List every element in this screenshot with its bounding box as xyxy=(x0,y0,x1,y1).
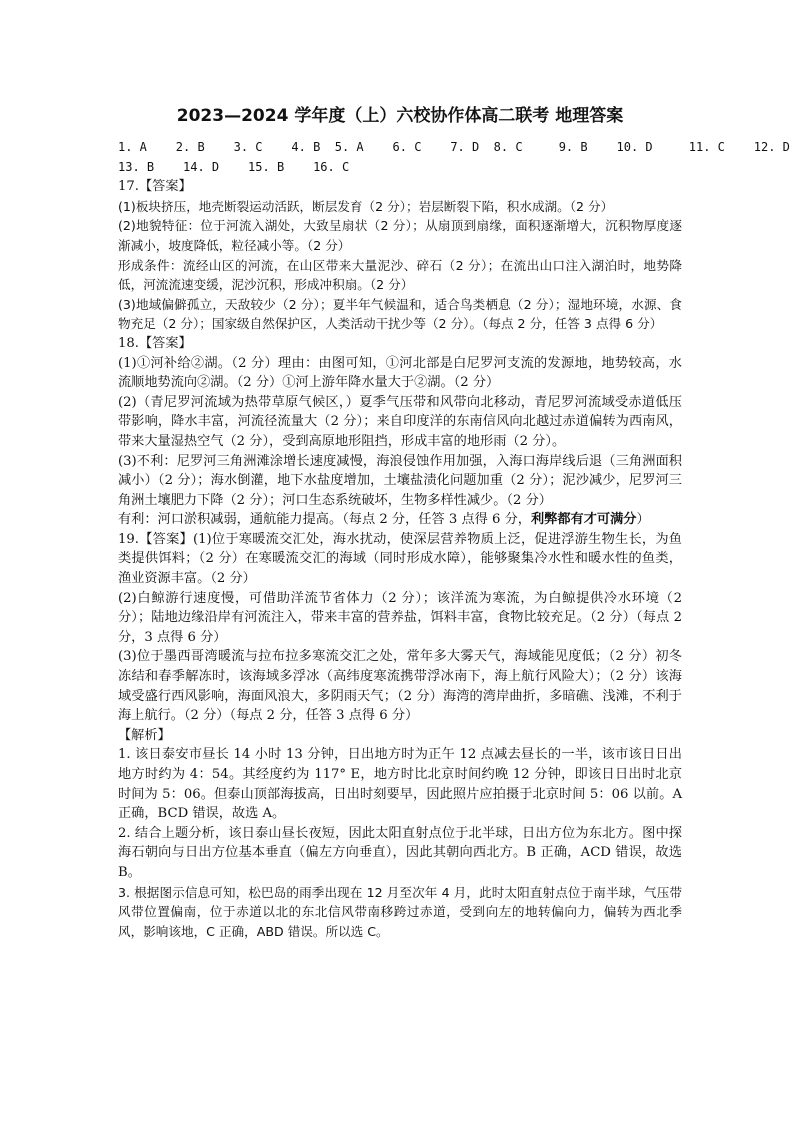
q18-benefit-end: ） xyxy=(636,512,650,528)
mc-answers-line-1: 1. A 2. B 3. C 4. B 5. A 6. C 7. D 8. C 9. B 10. D 11. C 12. D xyxy=(118,140,790,154)
q17-part3: (3)地域偏僻孤立，天敌较少（2 分）；夏半年气候温和，适合鸟类栖息（2 分）；湿地环境，水源、食物充足（2 分）；国家级自然保护区，人类活动干扰少等（2 分）。（每点 2 分，任答 3 点得 6 分） xyxy=(118,296,682,332)
q17-part1: (1)板块挤压，地壳断裂运动活跃，断层发育（2 分）；岩层断裂下陷，积水成湖。（2 分） xyxy=(118,198,614,214)
q18-part1: (1)①河补给②湖。（2 分）理由：由图可知，①河北部是白尼罗河支流的发源地，地势较高，水流顺地势流向②湖。（2 分）①河上游年降水量大于②湖。（2 分） xyxy=(118,355,682,391)
q19-part3: (3)位于墨西哥湾暖流与拉布拉多寒流交汇之处，常年多大雾天气，海域能见度低；（2 分）初冬冻结和春季解冻时，该海域多浮冰（高纬度寒流携带浮冰南下，海上航行风险大）；（2 分）该海域受盛行西风影响，海面风浪大，多阴雨天气；（2 分）海湾的湾岸曲折，多暗礁、浅滩，不利于海上航行。（2 分）（每点 2 分，任答 3 点得 6 分） xyxy=(118,649,682,724)
q18-part3: (3)不利：尼罗河三角洲滩涂增长速度减慢，海浪侵蚀作用加强，入海口海岸线后退（三角洲面积减小）（2 分）；海水倒灌，地下水盐度增加，土壤盐渍化问题加重（2 分）；泥沙减少，尼罗河三角洲土壤肥力下降（2 分）；河口生态系统破坏，生物多样性减少。（2 分） xyxy=(118,453,682,508)
page-title: 2023—2024 学年度（上）六校协作体高二联考 地理答案 xyxy=(176,106,624,126)
analysis-item-2: 2. 结合上题分析，该日泰山昼长夜短，因此太阳直射点位于北半球，日出方位为东北方。图中探海石朝向与日出方位基本垂直（偏左方向垂直），因此其朝向西北方。B 正确，ACD 错误，故选 B。 xyxy=(118,825,682,880)
q18-benefit-bold-note: 利弊都有才可满分 xyxy=(530,512,637,528)
q18-benefit-text: 有利：河口淤积减弱，通航能力提高。（每点 2 分，任答 3 点得 6 分， xyxy=(118,512,531,528)
q17-part2: (2)地貌特征：位于河流入湖处，大致呈扇状（2 分）；从扇顶到扇缘，面积逐渐增大，沉积物厚度逐渐减小，坡度降低，粒径减小等。（2 分） xyxy=(118,218,682,253)
q19-part1: 19.【答案】(1)位于寒暖流交汇处，海水扰动，使深层营养物质上泛，促进浮游生物生长，为鱼类提供饵料；（2 分）在寒暖流交汇的海域（同时形成水障），能够聚集冷水性和暖水性的鱼类，渔业资源丰富。（2 分） xyxy=(118,531,682,587)
analysis-header: 【解析】 xyxy=(118,727,171,743)
q17-part2-conditions: 形成条件：流经山区的河流，在山区带来大量泥沙、碎石（2 分）；在流出山口注入湖泊时，地势降低，河流流速变缓，泥沙沉积，形成冲积扇。（2 分） xyxy=(118,257,682,293)
q18-part3-benefit xyxy=(118,510,682,530)
q18-part2: (2)（青尼罗河流域为热带草原气候区，）夏季气压带和风带向北移动，青尼罗河流域受赤道低压带影响，降水丰富，河流径流量大（2 分）；来自印度洋的东南信风向北越过赤道偏转为西南风，带来大量湿热空气（2 分），受到高原地形阻挡，形成丰富的地形雨（2 分）。 xyxy=(118,394,682,449)
q17-header: 17.【答案】 xyxy=(118,179,192,195)
mc-answers-line-2: 13. B 14. D 15. B 16. C xyxy=(118,159,350,174)
q19-part2: (2)白鲸游行速度慢，可借助洋流节省体力（2 分）；该洋流为寒流，为白鲸提供冷水环境（2 分）；陆地边缘沿岸有河流注入，带来丰富的营养盐，饵料丰富，食物比较充足。（2 分）（每点 2 分，3 点得 6 分） xyxy=(118,590,682,645)
analysis-item-1: 1. 该日泰安市昼长 14 小时 13 分钟，日出地方时为正午 12 点减去昼长的一半，该市该日日出地方时约为 4：54。其经度约为 117° E，地方时比北京时间约晚 12 分钟，即该日日出时北京时间为 5：06。但泰山顶部海拔高，日出时刻要早，因此照片应拍摄于北京时间 5：06 以前。A 正确，BCD 错误，故选 A。 xyxy=(118,747,682,822)
q18-header: 18.【答案】 xyxy=(118,335,192,351)
analysis-item-3: 3. 根据图示信息可知，松巴岛的雨季出现在 12 月至次年 4 月，此时太阳直射点位于南半球，气压带风带位置偏南，位于赤道以北的东北信风带南移跨过赤道，受到向左的地转偏向力，偏转为西北季风，影响该地，C 正确，ABD 错误。所以选 C。 xyxy=(118,884,682,939)
